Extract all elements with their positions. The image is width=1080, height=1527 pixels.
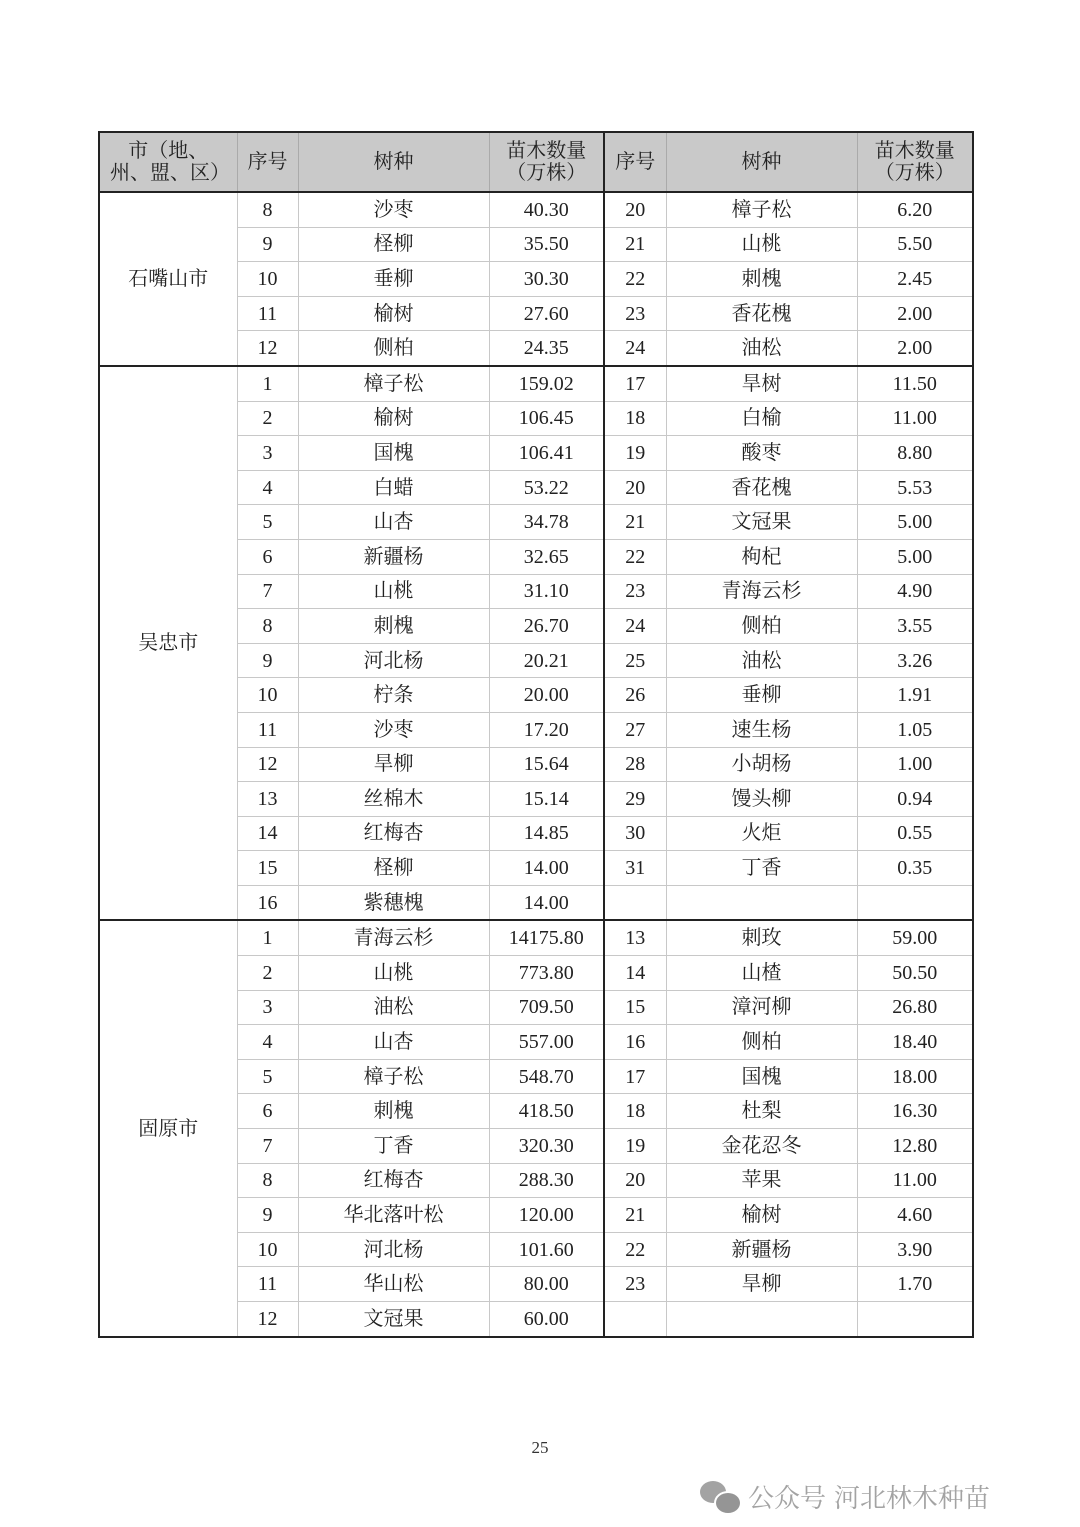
seq-cell-left: 12 xyxy=(237,1302,298,1337)
seq-cell-left: 6 xyxy=(237,1094,298,1129)
species-cell-right: 小胡杨 xyxy=(666,747,857,782)
species-cell-right xyxy=(666,1302,857,1337)
qty-cell-left: 106.41 xyxy=(489,436,604,471)
seq-cell-right: 16 xyxy=(604,1025,666,1060)
qty-cell-left: 17.20 xyxy=(489,712,604,747)
species-cell-left: 樟子松 xyxy=(298,366,489,401)
watermark-prefix: 公众号 xyxy=(748,1484,827,1514)
species-cell-left: 白蜡 xyxy=(298,470,489,505)
seq-cell-right: 23 xyxy=(604,1267,666,1302)
seq-cell-left: 2 xyxy=(237,401,298,436)
species-cell-right: 侧柏 xyxy=(666,609,857,644)
species-cell-left: 侧柏 xyxy=(298,331,489,366)
header-species-right: 树种 xyxy=(666,132,857,192)
species-cell-left: 山杏 xyxy=(298,1025,489,1060)
species-cell-right: 油松 xyxy=(666,643,857,678)
nursery-stock-table xyxy=(98,131,974,1338)
table-row xyxy=(99,366,973,401)
qty-cell-left: 14.00 xyxy=(489,851,604,886)
species-cell-left: 山桃 xyxy=(298,574,489,609)
qty-cell-right: 0.94 xyxy=(857,782,973,817)
qty-cell-right: 1.91 xyxy=(857,678,973,713)
species-cell-right: 旱柳 xyxy=(666,1267,857,1302)
qty-cell-right xyxy=(857,885,973,920)
qty-cell-left: 32.65 xyxy=(489,539,604,574)
table-body xyxy=(99,192,973,1337)
seq-cell-left: 7 xyxy=(237,574,298,609)
seq-cell-right: 20 xyxy=(604,470,666,505)
species-cell-left: 华山松 xyxy=(298,1267,489,1302)
seq-cell-left: 8 xyxy=(237,609,298,644)
species-cell-left: 文冠果 xyxy=(298,1302,489,1337)
qty-cell-left: 35.50 xyxy=(489,227,604,262)
qty-cell-left: 320.30 xyxy=(489,1129,604,1164)
seq-cell-left: 8 xyxy=(237,1163,298,1198)
species-cell-right: 金花忍冬 xyxy=(666,1129,857,1164)
qty-cell-right: 59.00 xyxy=(857,920,973,955)
qty-cell-right: 16.30 xyxy=(857,1094,973,1129)
qty-cell-right: 18.40 xyxy=(857,1025,973,1060)
species-cell-right: 山桃 xyxy=(666,227,857,262)
species-cell-left: 柽柳 xyxy=(298,851,489,886)
qty-cell-left: 15.64 xyxy=(489,747,604,782)
seq-cell-left: 2 xyxy=(237,956,298,991)
seq-cell-left: 11 xyxy=(237,296,298,331)
seq-cell-left: 1 xyxy=(237,366,298,401)
seq-cell-right: 23 xyxy=(604,574,666,609)
seq-cell-left: 9 xyxy=(237,643,298,678)
seq-cell-left: 13 xyxy=(237,782,298,817)
species-cell-right: 枸杞 xyxy=(666,539,857,574)
seq-cell-left: 4 xyxy=(237,1025,298,1060)
species-cell-right: 榆树 xyxy=(666,1198,857,1233)
seq-cell-left: 9 xyxy=(237,1198,298,1233)
qty-cell-right: 2.00 xyxy=(857,331,973,366)
seq-cell-right: 21 xyxy=(604,1198,666,1233)
seq-cell-right: 25 xyxy=(604,643,666,678)
qty-cell-right: 11.00 xyxy=(857,1163,973,1198)
qty-cell-left: 20.21 xyxy=(489,643,604,678)
seq-cell-left: 11 xyxy=(237,1267,298,1302)
qty-cell-right: 1.00 xyxy=(857,747,973,782)
species-cell-left: 山桃 xyxy=(298,956,489,991)
seq-cell-left: 3 xyxy=(237,436,298,471)
qty-cell-left: 120.00 xyxy=(489,1198,604,1233)
species-cell-right xyxy=(666,885,857,920)
header-qty-right: 苗木数量（万株） xyxy=(857,132,973,192)
seq-cell-right: 17 xyxy=(604,366,666,401)
species-cell-left: 刺槐 xyxy=(298,1094,489,1129)
seq-cell-right: 20 xyxy=(604,1163,666,1198)
species-cell-right: 青海云杉 xyxy=(666,574,857,609)
qty-cell-right: 3.90 xyxy=(857,1232,973,1267)
seq-cell-left: 4 xyxy=(237,470,298,505)
species-cell-left: 樟子松 xyxy=(298,1059,489,1094)
seq-cell-right: 22 xyxy=(604,539,666,574)
species-cell-left: 沙枣 xyxy=(298,192,489,227)
species-cell-left: 华北落叶松 xyxy=(298,1198,489,1233)
qty-cell-left: 24.35 xyxy=(489,331,604,366)
seq-cell-right: 21 xyxy=(604,505,666,540)
species-cell-left: 柠条 xyxy=(298,678,489,713)
seq-cell-right xyxy=(604,885,666,920)
species-cell-right: 丁香 xyxy=(666,851,857,886)
species-cell-right: 白榆 xyxy=(666,401,857,436)
qty-cell-right: 5.00 xyxy=(857,505,973,540)
qty-cell-left: 288.30 xyxy=(489,1163,604,1198)
species-cell-left: 垂柳 xyxy=(298,262,489,297)
seq-cell-left: 6 xyxy=(237,539,298,574)
species-cell-left: 榆树 xyxy=(298,401,489,436)
seq-cell-right xyxy=(604,1302,666,1337)
wechat-icon xyxy=(700,1481,740,1513)
species-cell-left: 红梅杏 xyxy=(298,816,489,851)
qty-cell-right: 8.80 xyxy=(857,436,973,471)
page-number: 25 xyxy=(531,1438,549,1457)
qty-cell-right: 1.70 xyxy=(857,1267,973,1302)
seq-cell-right: 28 xyxy=(604,747,666,782)
species-cell-left: 国槐 xyxy=(298,436,489,471)
qty-cell-left: 773.80 xyxy=(489,956,604,991)
seq-cell-right: 20 xyxy=(604,192,666,227)
qty-cell-right: 1.05 xyxy=(857,712,973,747)
seq-cell-right: 19 xyxy=(604,1129,666,1164)
seq-cell-right: 22 xyxy=(604,262,666,297)
qty-cell-left: 20.00 xyxy=(489,678,604,713)
species-cell-left: 丁香 xyxy=(298,1129,489,1164)
species-cell-right: 旱树 xyxy=(666,366,857,401)
seq-cell-left: 1 xyxy=(237,920,298,955)
species-cell-left: 河北杨 xyxy=(298,1232,489,1267)
species-cell-right: 文冠果 xyxy=(666,505,857,540)
qty-cell-left: 15.14 xyxy=(489,782,604,817)
species-cell-right: 苹果 xyxy=(666,1163,857,1198)
qty-cell-right xyxy=(857,1302,973,1337)
seq-cell-left: 12 xyxy=(237,747,298,782)
seq-cell-right: 26 xyxy=(604,678,666,713)
header-region: 市（地、州、盟、区） xyxy=(99,132,237,192)
seq-cell-right: 18 xyxy=(604,1094,666,1129)
qty-cell-left: 709.50 xyxy=(489,990,604,1025)
seq-cell-left: 5 xyxy=(237,1059,298,1094)
qty-cell-right: 6.20 xyxy=(857,192,973,227)
qty-cell-left: 60.00 xyxy=(489,1302,604,1337)
qty-cell-left: 557.00 xyxy=(489,1025,604,1060)
seq-cell-left: 8 xyxy=(237,192,298,227)
qty-cell-left: 418.50 xyxy=(489,1094,604,1129)
species-cell-left: 旱柳 xyxy=(298,747,489,782)
species-cell-right: 侧柏 xyxy=(666,1025,857,1060)
seq-cell-right: 23 xyxy=(604,296,666,331)
species-cell-right: 刺玫 xyxy=(666,920,857,955)
species-cell-right: 馒头柳 xyxy=(666,782,857,817)
watermark-account: 河北林木种苗 xyxy=(834,1484,991,1514)
species-cell-right: 樟子松 xyxy=(666,192,857,227)
seq-cell-left: 9 xyxy=(237,227,298,262)
species-cell-left: 红梅杏 xyxy=(298,1163,489,1198)
species-cell-right: 漳河柳 xyxy=(666,990,857,1025)
header-seq-left: 序号 xyxy=(237,132,298,192)
qty-cell-left: 34.78 xyxy=(489,505,604,540)
species-cell-left: 山杏 xyxy=(298,505,489,540)
qty-cell-left: 106.45 xyxy=(489,401,604,436)
header-seq-right: 序号 xyxy=(604,132,666,192)
qty-cell-right: 3.26 xyxy=(857,643,973,678)
qty-cell-right: 18.00 xyxy=(857,1059,973,1094)
qty-cell-left: 27.60 xyxy=(489,296,604,331)
qty-cell-left: 26.70 xyxy=(489,609,604,644)
header-species-left: 树种 xyxy=(298,132,489,192)
qty-cell-left: 80.00 xyxy=(489,1267,604,1302)
qty-cell-right: 4.60 xyxy=(857,1198,973,1233)
qty-cell-right: 5.00 xyxy=(857,539,973,574)
qty-cell-right: 11.00 xyxy=(857,401,973,436)
seq-cell-left: 10 xyxy=(237,1232,298,1267)
seq-cell-left: 11 xyxy=(237,712,298,747)
seq-cell-left: 5 xyxy=(237,505,298,540)
table-row xyxy=(99,920,973,955)
seq-cell-left: 12 xyxy=(237,331,298,366)
qty-cell-left: 14.85 xyxy=(489,816,604,851)
seq-cell-left: 10 xyxy=(237,262,298,297)
seq-cell-right: 29 xyxy=(604,782,666,817)
seq-cell-left: 15 xyxy=(237,851,298,886)
species-cell-right: 火炬 xyxy=(666,816,857,851)
seq-cell-right: 14 xyxy=(604,956,666,991)
species-cell-right: 杜梨 xyxy=(666,1094,857,1129)
qty-cell-left: 30.30 xyxy=(489,262,604,297)
region-cell: 石嘴山市 xyxy=(99,192,237,366)
watermark xyxy=(700,1478,990,1515)
qty-cell-right: 5.50 xyxy=(857,227,973,262)
qty-cell-left: 159.02 xyxy=(489,366,604,401)
qty-cell-left: 14175.80 xyxy=(489,920,604,955)
seq-cell-left: 3 xyxy=(237,990,298,1025)
seq-cell-right: 18 xyxy=(604,401,666,436)
species-cell-left: 新疆杨 xyxy=(298,539,489,574)
qty-cell-right: 2.45 xyxy=(857,262,973,297)
species-cell-left: 沙枣 xyxy=(298,712,489,747)
seq-cell-right: 30 xyxy=(604,816,666,851)
qty-cell-right: 5.53 xyxy=(857,470,973,505)
seq-cell-right: 15 xyxy=(604,990,666,1025)
qty-cell-left: 14.00 xyxy=(489,885,604,920)
qty-cell-right: 2.00 xyxy=(857,296,973,331)
species-cell-right: 香花槐 xyxy=(666,470,857,505)
qty-cell-right: 50.50 xyxy=(857,956,973,991)
seq-cell-left: 14 xyxy=(237,816,298,851)
table-row xyxy=(99,192,973,227)
qty-cell-right: 4.90 xyxy=(857,574,973,609)
species-cell-right: 速生杨 xyxy=(666,712,857,747)
species-cell-left: 油松 xyxy=(298,990,489,1025)
seq-cell-left: 16 xyxy=(237,885,298,920)
species-cell-left: 柽柳 xyxy=(298,227,489,262)
region-cell: 吴忠市 xyxy=(99,366,237,921)
species-cell-right: 新疆杨 xyxy=(666,1232,857,1267)
seq-cell-right: 17 xyxy=(604,1059,666,1094)
qty-cell-left: 548.70 xyxy=(489,1059,604,1094)
qty-cell-right: 11.50 xyxy=(857,366,973,401)
seq-cell-right: 21 xyxy=(604,227,666,262)
seq-cell-right: 22 xyxy=(604,1232,666,1267)
species-cell-left: 青海云杉 xyxy=(298,920,489,955)
seq-cell-right: 19 xyxy=(604,436,666,471)
qty-cell-left: 53.22 xyxy=(489,470,604,505)
species-cell-right: 垂柳 xyxy=(666,678,857,713)
seq-cell-right: 13 xyxy=(604,920,666,955)
qty-cell-right: 0.35 xyxy=(857,851,973,886)
seq-cell-left: 10 xyxy=(237,678,298,713)
seq-cell-right: 31 xyxy=(604,851,666,886)
header-qty-left: 苗木数量（万株） xyxy=(489,132,604,192)
qty-cell-right: 0.55 xyxy=(857,816,973,851)
species-cell-right: 油松 xyxy=(666,331,857,366)
species-cell-left: 紫穗槐 xyxy=(298,885,489,920)
seq-cell-right: 27 xyxy=(604,712,666,747)
qty-cell-left: 31.10 xyxy=(489,574,604,609)
species-cell-left: 河北杨 xyxy=(298,643,489,678)
seq-cell-left: 7 xyxy=(237,1129,298,1164)
qty-cell-left: 101.60 xyxy=(489,1232,604,1267)
species-cell-right: 酸枣 xyxy=(666,436,857,471)
qty-cell-left: 40.30 xyxy=(489,192,604,227)
species-cell-left: 丝棉木 xyxy=(298,782,489,817)
qty-cell-right: 3.55 xyxy=(857,609,973,644)
qty-cell-right: 12.80 xyxy=(857,1129,973,1164)
seq-cell-right: 24 xyxy=(604,331,666,366)
region-cell: 固原市 xyxy=(99,920,237,1336)
qty-cell-right: 26.80 xyxy=(857,990,973,1025)
species-cell-right: 国槐 xyxy=(666,1059,857,1094)
species-cell-right: 香花槐 xyxy=(666,296,857,331)
species-cell-right: 刺槐 xyxy=(666,262,857,297)
seq-cell-right: 24 xyxy=(604,609,666,644)
table-header xyxy=(99,132,973,192)
species-cell-left: 刺槐 xyxy=(298,609,489,644)
species-cell-right: 山楂 xyxy=(666,956,857,991)
species-cell-left: 榆树 xyxy=(298,296,489,331)
